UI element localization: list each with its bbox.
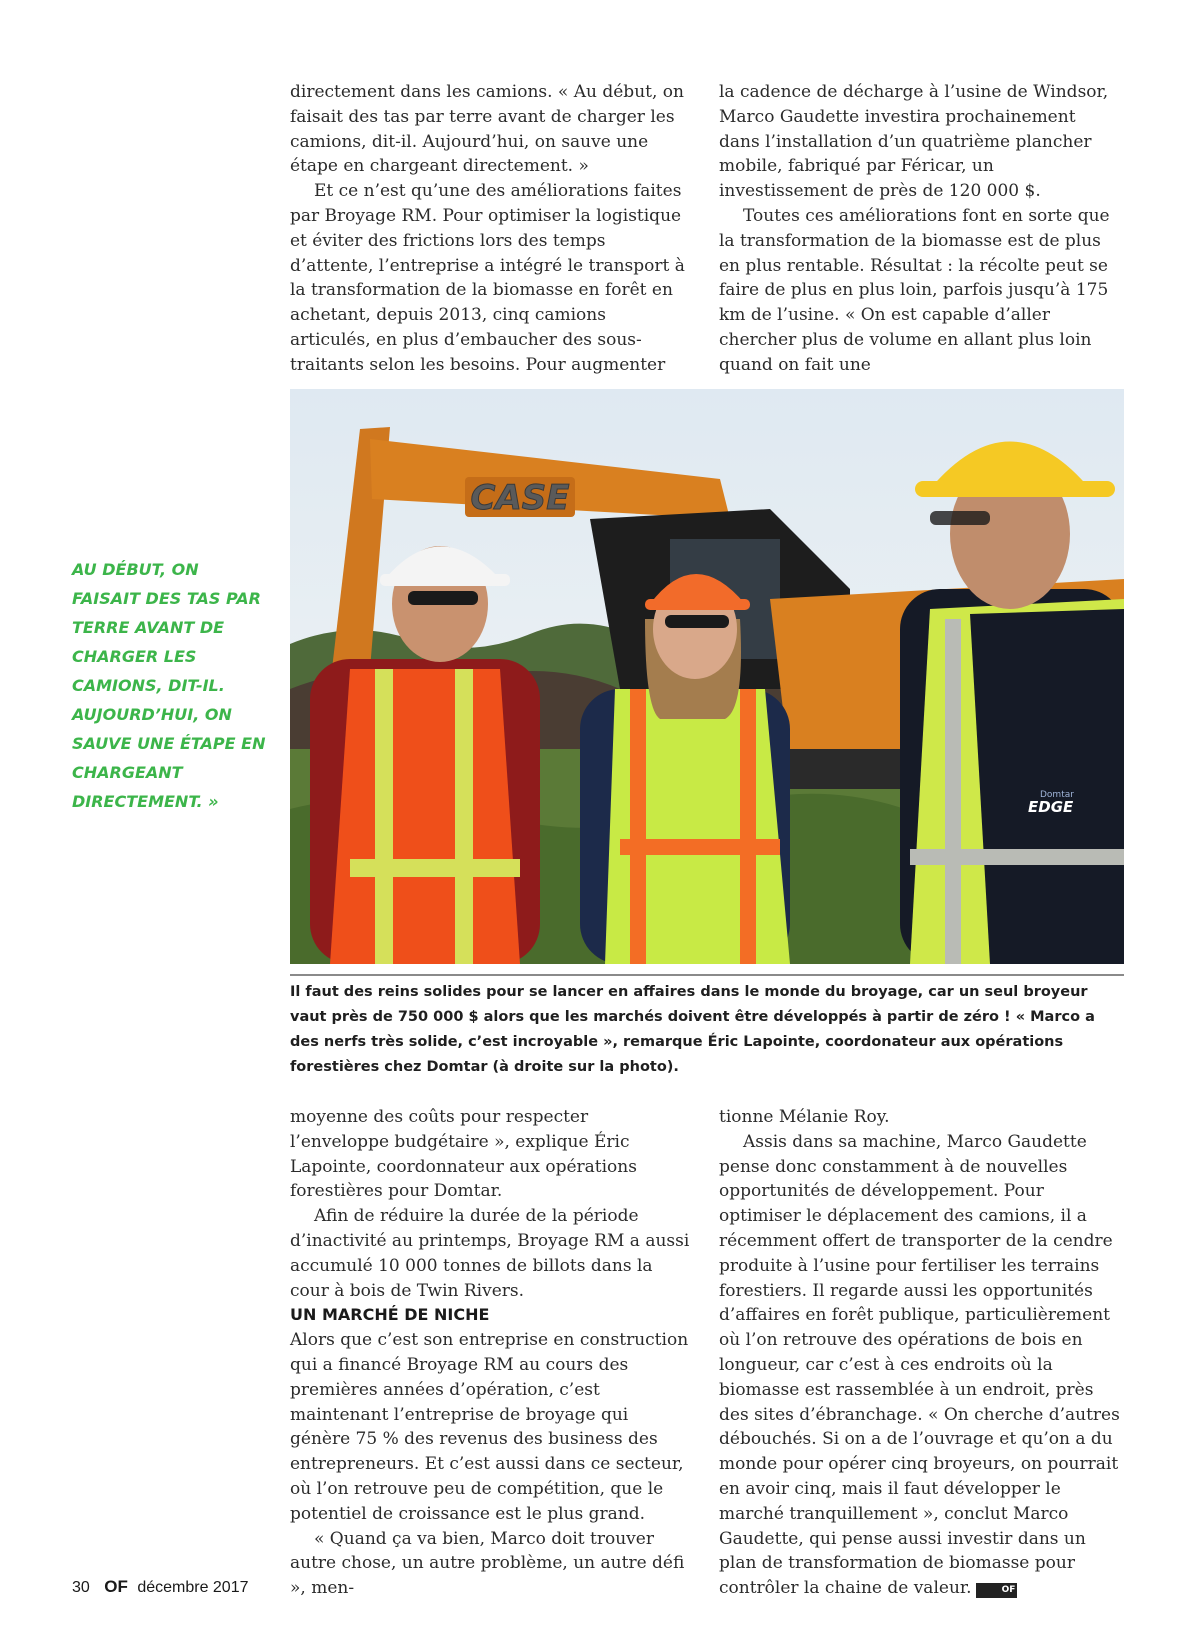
magazine-name: OF <box>104 1577 128 1596</box>
paragraph: Afin de réduire la durée de la période d’inactivité au printemps, Broyage RM a aussi accumulé 10 000 tonnes de billots dans la cour à bois de Twin Rivers. <box>290 1206 690 1301</box>
column-top-left <box>290 80 690 378</box>
section-heading: UN MARCHÉ DE NICHE <box>290 1305 490 1325</box>
paragraph: tionne Mélanie Roy. <box>719 1107 890 1127</box>
paragraph: Toutes ces améliorations font en sorte que la transformation de la biomasse est de plus en plus rentable. Résultat : la récolte peut se faire de plus en plus loin, parfois jusqu’à 175 km de l’usine. « On est capable d’aller chercher plus de volume en allant plus loin quand on fait une <box>719 205 1110 375</box>
end-of-article-mark: OF <box>976 1583 1018 1598</box>
paragraph: Alors que c’est son entreprise en construction qui a financé Broyage RM au cours des premières années d’opération, c’est maintenant l’entreprise de broyage qui génère 75 % des revenus des business des entrepreneurs. Et c’est aussi dans ce secteur, où l’on retrouve peu de compétition, que le potentiel de croissance est le plus grand. <box>290 1330 689 1524</box>
page-number: 30 <box>72 1579 90 1596</box>
page-footer <box>72 1577 249 1597</box>
paragraph <box>719 1130 1123 1601</box>
excavator-brand: CASE <box>470 478 570 518</box>
issue-date: décembre 2017 <box>137 1579 249 1596</box>
paragraph: la cadence de décharge à l’usine de Windsor, Marco Gaudette investira prochainement dans l’installation d’un quatrième plancher mobile, fabriqué par Féricar, un investissement de près de 120 000 $. <box>719 82 1109 202</box>
badge-bottom: EDGE <box>1028 798 1074 816</box>
paragraph-text: Assis dans sa machine, Marco Gaudette pense donc constamment à de nouvelles opportunités de développement. Pour optimiser le déplacement des camions, il a récemment offert de transporter de la cendre produite à l’usine pour fertiliser les terrains forestiers. Il regarde aussi les opportunités d’affaires en forêt publique, particulièrement où l’on retrouve des opérations de bois en longueur, car c’est à ces endroits où la biomasse est rassemblée à un endroit, près des sites d’ébranchage. « On cherche d’autres débouchés. Si on a de l’ouvrage et qu’on a du monde pour opérer cinq broyeurs, on pourrait en avoir cinq, mais il faut développer le marché tranquillement », conclut Marco Gaudette, qui pense aussi investir dans un plan de transformation de biomasse pour contrôler la chaine de valeur. <box>719 1131 1120 1599</box>
photo-illustration <box>290 389 1124 964</box>
paragraph: Et ce n’est qu’une des améliorations faites par Broyage RM. Pour optimiser la logistique et éviter des frictions lors des temps d’attente, l’entreprise a intégré le transport à la transformation de la biomasse en forêt en achetant, depuis 2013, cinq camions articulés, en plus d’embaucher des sous-traitants selon les besoins. Pour augmenter <box>290 181 685 375</box>
column-top-right <box>719 80 1119 378</box>
photo-caption: Il faut des reins solides pour se lancer en affaires dans le monde du broyage, car un seul broyeur vaut près de 750 000 $ alors que les marchés doivent être développés à partir de zéro ! « Marco a des nerfs très solide, c’est incroyable », remarque Éric Lapointe, coordonateur aux opérations forestières chez Domtar (à droite sur la photo). <box>290 984 1095 1075</box>
pull-quote: AU DÉBUT, ON FAISAIT DES TAS PAR TERRE AVANT DE CHARGER LES CAMIONS, DIT-IL. AUJOURD’HUI, ON SAUVE UNE ÉTAPE EN CHARGEANT DIRECTEMENT. » <box>72 560 266 811</box>
badge-top: Domtar <box>1040 790 1074 800</box>
paragraph: moyenne des coûts pour respecter l’enveloppe budgétaire », explique Éric Lapointe, coordonnateur aux opérations forestières pour Domtar. <box>290 1107 637 1202</box>
column-bottom-right <box>719 1105 1123 1601</box>
paragraph: directement dans les camions. « Au début, on faisait des tas par terre avant de charger les camions, dit-il. Aujourd’hui, on sauve une étape en chargeant directement. » <box>290 82 684 177</box>
column-bottom-left <box>290 1105 692 1601</box>
article-photo <box>290 389 1124 964</box>
paragraph: « Quand ça va bien, Marco doit trouver autre chose, un autre problème, un autre défi », men- <box>290 1528 685 1599</box>
photo-divider <box>290 974 1124 976</box>
